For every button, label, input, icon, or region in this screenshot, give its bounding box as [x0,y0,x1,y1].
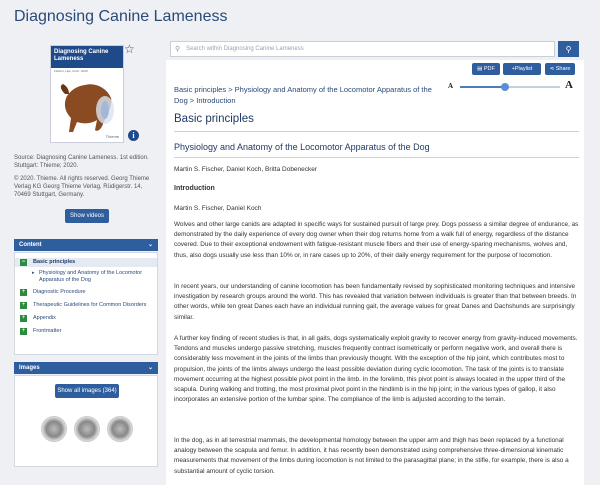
search-placeholder: Search within Diagnosing Canine Lameness [186,46,304,52]
article-authors: Martin S. Fischer, Daniel Koch, Britta Dobenecker [174,166,318,173]
share-label: Share [555,66,571,72]
content-panel-header[interactable] [14,239,158,251]
toc-item-appendix[interactable] [15,315,157,322]
page-title: Diagnosing Canine Lameness [14,8,228,25]
content-toc [14,252,158,355]
text-size-slider[interactable] [460,86,560,88]
toc-item-frontmatter[interactable] [15,328,157,335]
breadcrumb[interactable]: Basic principles > Physiology and Anatomy of the Locomotor Apparatus of the Dog > Introduction [174,85,432,105]
copyright-notice: © 2020. Thieme. All rights reserved. Georg Thieme Verlag KG Georg Thieme Verlag, Rüdigerstr. 14, 70469 Stuttgart, Germany. [14,176,150,198]
images-panel-title: Images [19,365,40,371]
section-heading: Introduction [174,185,215,192]
pdf-button[interactable] [472,63,500,75]
paragraph: In the dog, as in all terrestrial mammals, the developmental homology between the upper arm and thigh has been replaced by a functional analogy between the scapula and femur. In addition, it has recently been demonstrated using comprehensive three-dimensional kinematic measurements that movement of the limbs during locomotion is not limited to the parasagittal plane; in the stifle, for example, there is also a substantial amount of cyclic torsion. [174,437,569,475]
plus-icon[interactable]: + [21,289,26,295]
share-icon: ⋖ [549,66,556,72]
toc-item-label: Frontmatter [33,328,62,334]
cover-publisher-logo: Thieme [105,134,119,139]
share-button[interactable] [545,63,575,75]
toc-item-label: Diagnostic Procedure [33,289,86,295]
article-title: Physiology and Anatomy of the Locomotor Apparatus of the Dog [174,142,430,152]
add-to-playlist-button[interactable]: +Playlist [503,63,541,75]
text-size-slider-handle[interactable] [501,83,509,91]
divider [174,131,579,132]
book-info-column [14,40,160,223]
minus-icon[interactable]: − [21,259,26,265]
content-panel-title: Content [19,242,42,248]
toc-item-label: Physiology and Anatomy of the Locomotor Apparatus of the Dog [39,270,143,283]
plus-icon[interactable]: + [21,302,26,308]
toc-item-label: Basic principles [33,259,76,265]
search-input[interactable] [170,41,555,57]
cover-title: Diagnosing Canine Lameness [51,46,123,68]
search-icon: ⚲ [565,44,572,54]
cover-subtitle: Fischer, Lilje, Koch, Wolff [54,69,88,73]
text-size-large-label: A [565,79,573,91]
chapter-title: Basic principles [174,113,254,125]
book-cover[interactable] [50,45,124,143]
images-panel [14,375,158,467]
divider [174,157,579,158]
plus-icon[interactable]: + [21,315,26,321]
cover-dog-illustration [55,80,119,134]
show-videos-button[interactable]: Show videos [65,209,109,223]
toc-item-diagnostic-procedure[interactable] [15,289,157,296]
search-button[interactable] [558,41,579,57]
info-icon[interactable]: i [128,130,139,141]
toc-item-basic-principles[interactable] [15,258,157,267]
text-size-small-label: A [448,82,454,90]
source-citation: Source: Diagnosing Canine Lameness. 1st edition. Stuttgart: Thieme; 2020. [14,155,149,169]
toc-item-label: Therapeutic Guidelines for Common Disorders [33,302,147,308]
paragraph: A further key finding of recent studies is that, in all gaits, dogs systematically exploit gravity to recover energy from gravity-induced movements. Tendons and muscles undergo passive stretching, muscles frequently contract isometrically or perform negative work, and overall there is considerably less movement in the joints of the limbs than previously thought. With the exception of the hip joint, which contributes most to propulsion, the joints of the limbs always undergo the least possible deviation during cyclic locomotion. The task of the joints is to translate movement occurring at the highest possible pivot point in the limb. In the forelimb, this pivot point is always located in the upper third of the scapula. During walking and trotting, the most proximal pivot point in the hindlimb is in the hip joint; in the various types of gallop, it also incorporates an extensive portion of the lumbar spine. The compliance of the limb is adjusted according to the terrain. [174,335,578,404]
plus-icon[interactable]: + [21,328,26,334]
search-icon: ⚲ [175,46,181,53]
text-size-slider-fill [460,86,505,88]
chevron-down-icon: ⌄ [147,242,153,248]
image-thumbnail[interactable] [41,416,67,442]
chevron-down-icon: ⌄ [147,365,153,371]
image-thumbnail[interactable] [74,416,100,442]
show-all-images-button[interactable]: Show all images (364) [55,384,119,398]
document-icon: ▸ [32,270,35,276]
cover-area [14,40,160,146]
paragraph: In recent years, our understanding of canine locomotion has been fundamentally revised by sophisticated monitoring techniques and intensive investigation by research groups around the world. This has revealed that variation between individuals is greater than that between breeds. In other words, while ten great Danes each have an individual running gait, the average values for great Danes and Dachshunds are surprisingly similar. [174,283,577,321]
images-panel-header[interactable] [14,362,158,374]
star-outline-icon[interactable]: ☆ [124,42,135,56]
pdf-label: PDF [483,66,495,72]
section-authors: Martin S. Fischer, Daniel Koch [174,205,262,212]
toc-item-therapeutic-guidelines[interactable] [15,302,157,309]
toc-item-label: Appendix [33,315,56,321]
pdf-icon: ▤ [477,66,484,72]
image-thumbnail[interactable] [107,416,133,442]
paragraph: Wolves and other large canids are adapted in specific ways for sustained pursuit of large prey. Dogs possess a similar degree of endurance, as demonstrated by the daily experience of every dog owner when their dog returns home from a walk full of energy, regardless of the distance covered. Due to their exceptional endowment with fatigue-resistant muscle fibers and their use of energy-sparing mechanisms, wolves and, thus, also dogs usually use less than 10% or, in rare cases up to 20%, of their daily energy requirement for the purpose of locomotion. [174,221,579,259]
toc-item-physiology[interactable] [15,270,157,284]
